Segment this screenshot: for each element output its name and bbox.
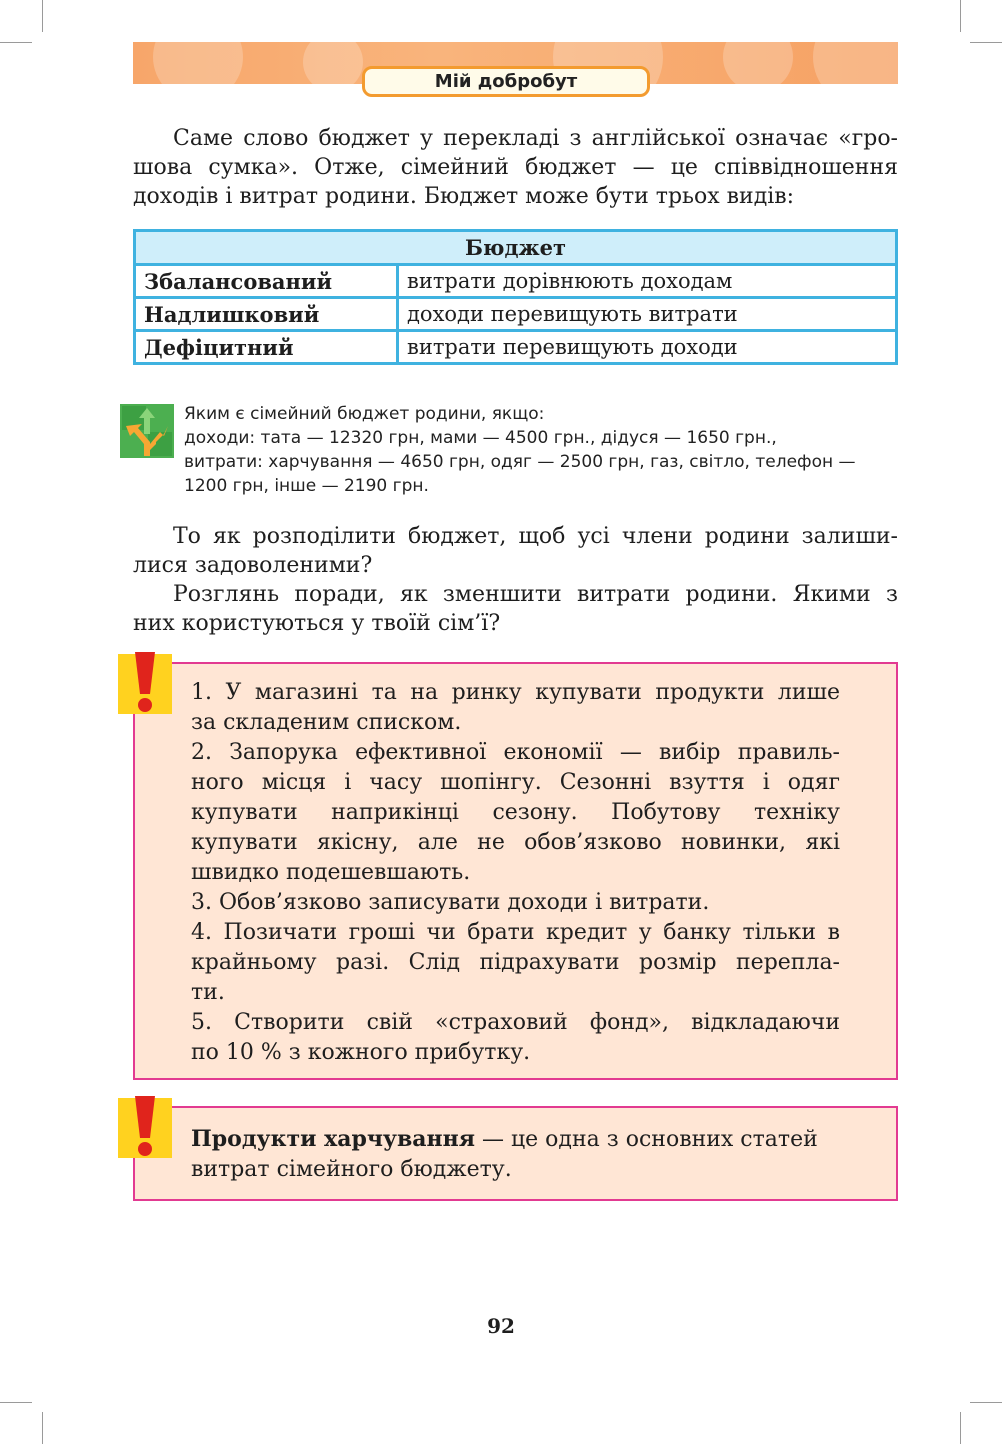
budget-type: Надлишковий	[135, 298, 398, 331]
food-line	[191, 1124, 840, 1155]
tip-line: 5. Створити свій «страховий фонд», відкладаючи	[191, 1010, 840, 1035]
budget-description: витрати перевищують доходи	[398, 331, 897, 364]
budget-type: Дефіцитний	[135, 331, 398, 364]
intro-line: доходів і витрат родини. Бюджет може бути трьох видів:	[133, 184, 795, 209]
tip-line: крайньому разі. Слід підрахувати розмір перепла-	[191, 950, 840, 975]
crop-mark	[0, 1402, 32, 1403]
tips-box	[133, 662, 898, 1080]
tip-line: 4. Позичати гроші чи брати кредит у банку тільки в	[191, 920, 840, 945]
question-line: них користуються у твоїй сім’ї?	[133, 611, 501, 636]
table-row	[135, 298, 897, 331]
crop-mark	[970, 1402, 1002, 1403]
task-line: витрати: харчування — 4650 грн, одяг — 2500 грн, газ, світло, телефон —	[184, 452, 856, 472]
tip-line: 1. У магазині та на ринку купувати продукти лише	[191, 680, 840, 705]
question-line: То як розподілити бюджет, щоб усі члени родини залиши-	[173, 524, 898, 549]
task-text	[184, 402, 904, 498]
exclamation-icon	[118, 1094, 172, 1158]
intro-line: шова сумка». Отже, сімейний бюджет — це співвідношення	[133, 155, 898, 180]
tip-line: ти.	[191, 980, 225, 1005]
food-box	[133, 1106, 898, 1201]
budget-table	[133, 229, 898, 365]
budget-table-header: Бюджет	[135, 231, 897, 265]
food-definition: — це одна з основних статей	[475, 1127, 818, 1152]
crop-mark	[0, 42, 32, 43]
crop-mark	[42, 0, 43, 32]
crop-mark	[970, 42, 1002, 43]
exclamation-icon	[118, 650, 172, 714]
intro-line: Саме слово бюджет у перекладі з англійської означає «гро-	[173, 126, 898, 151]
tip-line: ного місця і часу шопінгу. Сезонні взуття і одяг	[191, 770, 840, 795]
arrows-task-icon	[120, 404, 174, 458]
food-line: витрат сімейного бюджету.	[191, 1157, 512, 1182]
task-line: Яким є сімейний бюджет родини, якщо:	[184, 404, 545, 424]
intro-paragraph	[133, 124, 898, 211]
page-number: 92	[487, 1314, 515, 1338]
task-line: 1200 грн, інше — 2190 грн.	[184, 476, 429, 496]
table-row	[135, 331, 897, 364]
question-paragraph	[133, 522, 898, 638]
tip-line: за складеним списком.	[191, 710, 462, 735]
tip-line: по 10 % з кожного прибутку.	[191, 1040, 531, 1065]
table-row	[135, 265, 897, 298]
section-title: Мій добробут	[362, 66, 650, 97]
tip-line: купувати якісну, але не обов’язково новинки, які	[191, 830, 840, 855]
task-line: доходи: тата — 12320 грн, мами — 4500 грн., дідуся — 1650 грн.,	[184, 428, 777, 448]
tip-line: 3. Обов’язково записувати доходи і витрати.	[191, 890, 710, 915]
question-line: Розглянь поради, як зменшити витрати родини. Якими з	[173, 582, 898, 607]
crop-mark	[960, 0, 961, 32]
crop-mark	[42, 1412, 43, 1444]
tip-line: купувати наприкінці сезону. Побутову техніку	[191, 800, 840, 825]
tip-line: швидко подешевшають.	[191, 860, 471, 885]
tip-line: 2. Запорука ефективної економії — вибір правиль-	[191, 740, 840, 765]
budget-description: доходи перевищують витрати	[398, 298, 897, 331]
budget-type: Збалансований	[135, 265, 398, 298]
question-line: лися задоволеними?	[133, 553, 373, 578]
budget-description: витрати дорівнюють доходам	[398, 265, 897, 298]
food-term: Продукти харчування	[191, 1126, 476, 1152]
crop-mark	[960, 1412, 961, 1444]
